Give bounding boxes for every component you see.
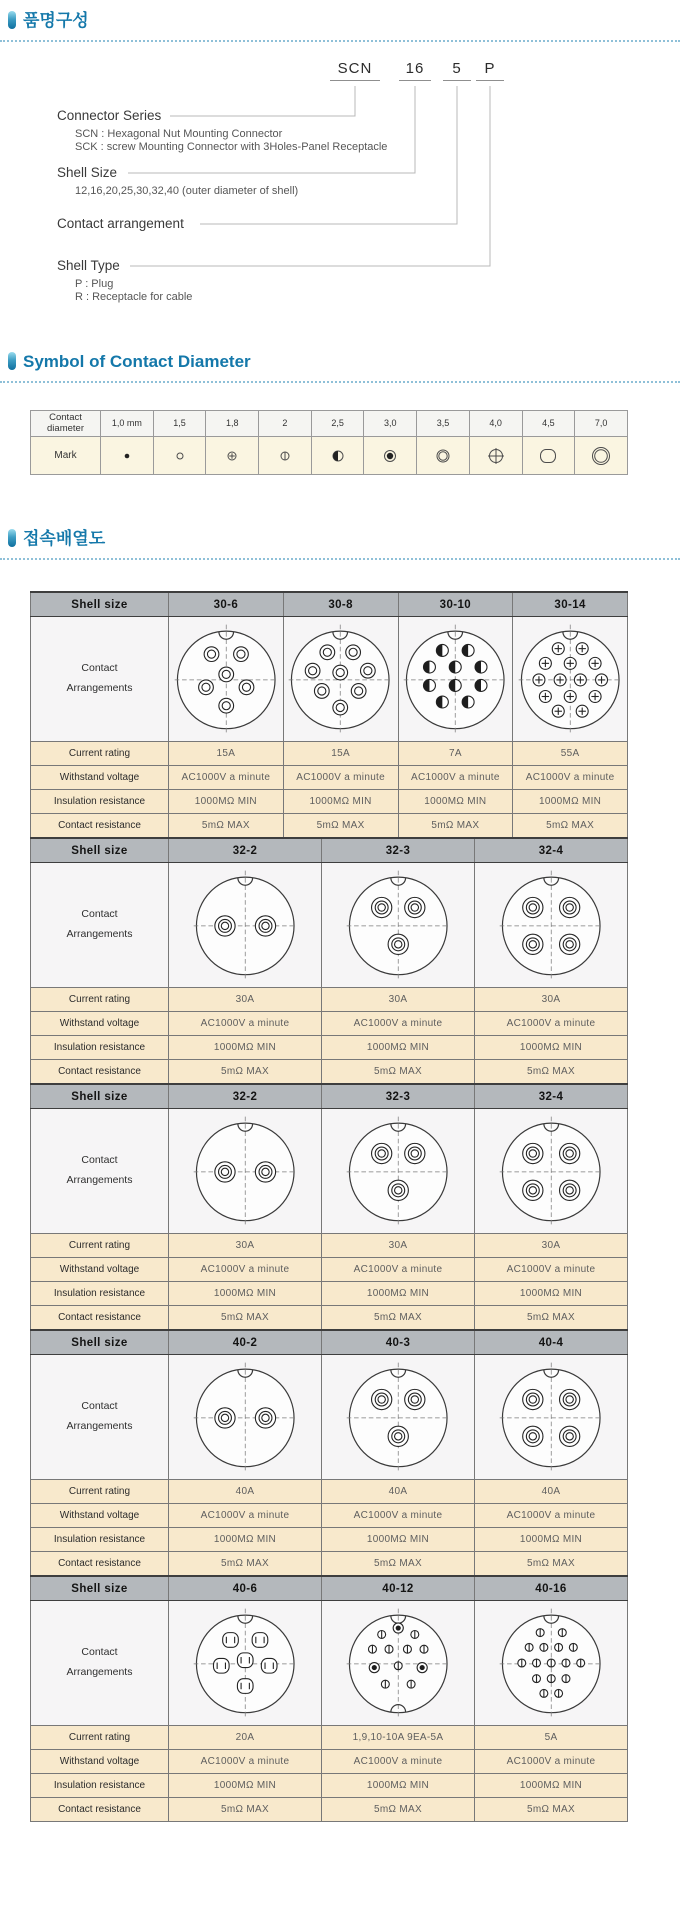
spec-label-current-rating: Current rating <box>31 1726 169 1750</box>
arrangement-diagram-cell <box>322 1109 475 1234</box>
spec-value-current-rating: 30A <box>169 1234 322 1258</box>
contact-arrangement-diagram <box>400 621 510 737</box>
label-shell-size-desc: 12,16,20,25,30,32,40 (outer diameter of shell) <box>75 185 299 197</box>
spec-label-current-rating: Current rating <box>31 988 169 1012</box>
spec-value-withstand-voltage: AC1000V a minute <box>322 1504 475 1528</box>
shell-size-value: 32-3 <box>322 838 475 863</box>
shell-size-value: 32-4 <box>475 1084 628 1109</box>
spec-value-contact-resistance: 5mΩ MAX <box>169 814 284 838</box>
spec-value-insulation-resistance: 1000MΩ MIN <box>322 1036 475 1060</box>
section-heading-arrangement <box>0 524 680 560</box>
section-title: 접속배열도 <box>23 529 106 548</box>
shell-size-value: 32-2 <box>169 838 322 863</box>
mark-flat-icon <box>533 443 563 469</box>
spec-label-contact-resistance: Contact resistance <box>31 1306 169 1330</box>
spec-value-insulation-resistance: 1000MΩ MIN <box>169 1036 322 1060</box>
mark-double-icon <box>428 443 458 469</box>
shell-size-value: 30-10 <box>398 592 513 617</box>
contact-arrangement-diagram <box>496 1359 606 1475</box>
mark-cell <box>364 437 417 475</box>
diameter-value-cell: 4,0 <box>469 411 522 437</box>
spec-value-contact-resistance: 5mΩ MAX <box>475 1798 628 1822</box>
page-title: 품명구성 <box>23 11 89 30</box>
spec-value-contact-resistance: 5mΩ MAX <box>322 1306 475 1330</box>
mark-cross-large-icon <box>481 443 511 469</box>
spec-label-current-rating: Current rating <box>31 1234 169 1258</box>
mark-bullseye-icon <box>375 443 405 469</box>
arrangement-diagram-cell <box>283 617 398 742</box>
shell-size-value: 40-2 <box>169 1330 322 1355</box>
mark-cell <box>311 437 364 475</box>
spec-value-insulation-resistance: 1000MΩ MIN <box>322 1528 475 1552</box>
shell-size-value: 40-3 <box>322 1330 475 1355</box>
arrangement-diagram-cell <box>475 1601 628 1726</box>
shell-size-header: Shell size <box>31 1084 169 1109</box>
shell-size-header: Shell size <box>31 1576 169 1601</box>
diameter-value-cell: 4,5 <box>522 411 575 437</box>
arrangement-section-table <box>30 591 628 838</box>
code-shell-size: 16 <box>399 60 431 81</box>
spec-value-insulation-resistance: 1000MΩ MIN <box>322 1282 475 1306</box>
arrangement-diagram-cell <box>322 1355 475 1480</box>
arrangement-diagram-cell <box>169 1601 322 1726</box>
arrangement-diagram-cell <box>475 863 628 988</box>
shell-size-value: 40-12 <box>322 1576 475 1601</box>
spec-value-contact-resistance: 5mΩ MAX <box>475 1060 628 1084</box>
spec-value-withstand-voltage: AC1000V a minute <box>169 766 284 790</box>
mark-cell <box>101 437 154 475</box>
spec-label-contact-resistance: Contact resistance <box>31 1552 169 1576</box>
spec-value-contact-resistance: 5mΩ MAX <box>322 1552 475 1576</box>
spec-value-current-rating: 30A <box>322 1234 475 1258</box>
spec-value-current-rating: 20A <box>169 1726 322 1750</box>
arrangement-section-table <box>30 1329 628 1576</box>
spec-value-current-rating: 30A <box>475 1234 628 1258</box>
contact-arrangement-diagram <box>285 621 395 737</box>
heading-bullet-icon <box>8 529 16 547</box>
contact-arrangement-diagram <box>515 621 625 737</box>
arrangement-label-cell: Contact Arrangements <box>31 1355 169 1480</box>
arrangement-label-cell: Contact Arrangements <box>31 1601 169 1726</box>
mark-cell <box>575 437 628 475</box>
shell-size-value: 32-3 <box>322 1084 475 1109</box>
spec-value-current-rating: 30A <box>169 988 322 1012</box>
spec-value-withstand-voltage: AC1000V a minute <box>322 1750 475 1774</box>
spec-label-withstand-voltage: Withstand voltage <box>31 1750 169 1774</box>
diameter-value-cell: 1,0 mm <box>101 411 154 437</box>
spec-label-insulation-resistance: Insulation resistance <box>31 1528 169 1552</box>
mark-cell <box>417 437 470 475</box>
spec-value-contact-resistance: 5mΩ MAX <box>169 1306 322 1330</box>
arrangement-diagram-cell <box>169 1109 322 1234</box>
spec-value-withstand-voltage: AC1000V a minute <box>513 766 628 790</box>
mark-vline-icon <box>270 443 300 469</box>
spec-value-insulation-resistance: 1000MΩ MIN <box>169 1528 322 1552</box>
spec-value-current-rating: 40A <box>322 1480 475 1504</box>
spec-label-current-rating: Current rating <box>31 742 169 766</box>
spec-value-withstand-voltage: AC1000V a minute <box>475 1750 628 1774</box>
contact-arrangement-diagram <box>343 1359 453 1475</box>
spec-value-insulation-resistance: 1000MΩ MIN <box>398 790 513 814</box>
arrangement-diagram-cell <box>169 617 284 742</box>
diameter-value-cell: 3,0 <box>364 411 417 437</box>
spec-value-insulation-resistance: 1000MΩ MIN <box>475 1036 628 1060</box>
mark-cell <box>522 437 575 475</box>
arrangement-section-table <box>30 1083 628 1330</box>
arrangement-section-table <box>30 1575 628 1822</box>
spec-label-insulation-resistance: Insulation resistance <box>31 1282 169 1306</box>
contact-arrangement-diagram <box>343 867 453 983</box>
heading-bullet-icon <box>8 11 16 29</box>
shell-size-value: 32-2 <box>169 1084 322 1109</box>
contact-arrangement-diagram <box>171 621 281 737</box>
contact-diameter-label: Contact diameter <box>31 411 101 437</box>
label-plug-desc: P : Plug <box>75 278 114 290</box>
diameter-value-cell: 1,5 <box>153 411 206 437</box>
arrangement-diagram-cell <box>322 863 475 988</box>
spec-label-withstand-voltage: Withstand voltage <box>31 766 169 790</box>
spec-value-insulation-resistance: 1000MΩ MIN <box>475 1528 628 1552</box>
contact-arrangement-diagram <box>496 867 606 983</box>
spec-value-insulation-resistance: 1000MΩ MIN <box>169 1774 322 1798</box>
spec-value-withstand-voltage: AC1000V a minute <box>169 1750 322 1774</box>
shell-size-value: 30-6 <box>169 592 284 617</box>
spec-value-current-rating: 1,9,10-10A 9EA-5A <box>322 1726 475 1750</box>
spec-value-contact-resistance: 5mΩ MAX <box>169 1552 322 1576</box>
spec-value-insulation-resistance: 1000MΩ MIN <box>169 790 284 814</box>
spec-label-insulation-resistance: Insulation resistance <box>31 1036 169 1060</box>
spec-value-withstand-voltage: AC1000V a minute <box>322 1012 475 1036</box>
shell-size-value: 40-6 <box>169 1576 322 1601</box>
contact-arrangement-diagram <box>496 1605 606 1721</box>
code-series: SCN <box>330 60 380 81</box>
spec-value-withstand-voltage: AC1000V a minute <box>169 1258 322 1282</box>
contact-arrangement-diagram <box>190 1113 300 1229</box>
spec-value-current-rating: 5A <box>475 1726 628 1750</box>
mark-cell <box>469 437 522 475</box>
spec-value-withstand-voltage: AC1000V a minute <box>475 1012 628 1036</box>
contact-arrangement-diagram <box>190 867 300 983</box>
mark-cell <box>259 437 312 475</box>
spec-value-current-rating: 40A <box>475 1480 628 1504</box>
spec-value-current-rating: 30A <box>322 988 475 1012</box>
label-connector-series: Connector Series <box>57 108 162 123</box>
contact-arrangement-diagram <box>343 1113 453 1229</box>
spec-value-contact-resistance: 5mΩ MAX <box>169 1060 322 1084</box>
spec-value-withstand-voltage: AC1000V a minute <box>475 1504 628 1528</box>
spec-label-current-rating: Current rating <box>31 1480 169 1504</box>
mark-circle-icon <box>165 443 195 469</box>
shell-size-header: Shell size <box>31 592 169 617</box>
arrangement-label-cell: Contact Arrangements <box>31 863 169 988</box>
spec-value-withstand-voltage: AC1000V a minute <box>398 766 513 790</box>
contact-arrangement-diagram <box>190 1605 300 1721</box>
contact-arrangement-diagram <box>343 1605 453 1721</box>
spec-label-contact-resistance: Contact resistance <box>31 1798 169 1822</box>
arrangement-diagram-cell <box>169 863 322 988</box>
heading-bullet-icon <box>8 352 16 370</box>
diameter-value-cell: 2,5 <box>311 411 364 437</box>
spec-label-withstand-voltage: Withstand voltage <box>31 1504 169 1528</box>
code-contact-arrangement: 5 <box>443 60 471 81</box>
shell-size-value: 40-4 <box>475 1330 628 1355</box>
code-shell-type: P <box>476 60 504 81</box>
spec-value-contact-resistance: 5mΩ MAX <box>475 1306 628 1330</box>
spec-value-insulation-resistance: 1000MΩ MIN <box>322 1774 475 1798</box>
shell-size-value: 40-16 <box>475 1576 628 1601</box>
spec-value-current-rating: 7A <box>398 742 513 766</box>
arrangement-spec-tables <box>30 592 628 1822</box>
label-scn-desc: SCN : Hexagonal Nut Mounting Connector <box>75 128 283 140</box>
mark-cell <box>153 437 206 475</box>
spec-label-contact-resistance: Contact resistance <box>31 814 169 838</box>
spec-value-current-rating: 40A <box>169 1480 322 1504</box>
arrangement-diagram-cell <box>322 1601 475 1726</box>
mark-cross-small-icon <box>217 443 247 469</box>
spec-value-withstand-voltage: AC1000V a minute <box>283 766 398 790</box>
spec-value-insulation-resistance: 1000MΩ MIN <box>475 1774 628 1798</box>
spec-value-withstand-voltage: AC1000V a minute <box>169 1012 322 1036</box>
contact-arrangement-diagram <box>190 1359 300 1475</box>
arrangement-diagram-cell <box>169 1355 322 1480</box>
section-heading-product-naming <box>0 6 680 42</box>
naming-connector-lines-icon <box>0 50 680 350</box>
diameter-value-cell: 7,0 <box>575 411 628 437</box>
mark-dot-icon <box>112 443 142 469</box>
shell-size-value: 32-4 <box>475 838 628 863</box>
shell-size-header: Shell size <box>31 1330 169 1355</box>
shell-size-value: 30-8 <box>283 592 398 617</box>
spec-label-insulation-resistance: Insulation resistance <box>31 790 169 814</box>
spec-value-contact-resistance: 5mΩ MAX <box>283 814 398 838</box>
section-title: Symbol of Contact Diameter <box>23 352 251 371</box>
arrangement-section-table <box>30 837 628 1084</box>
arrangement-label-cell: Contact Arrangements <box>31 617 169 742</box>
spec-value-insulation-resistance: 1000MΩ MIN <box>475 1282 628 1306</box>
mark-label: Mark <box>31 437 101 475</box>
spec-value-contact-resistance: 5mΩ MAX <box>322 1798 475 1822</box>
spec-value-current-rating: 55A <box>513 742 628 766</box>
spec-label-withstand-voltage: Withstand voltage <box>31 1258 169 1282</box>
label-shell-size: Shell Size <box>57 165 118 180</box>
diameter-value-cell: 2 <box>259 411 312 437</box>
spec-label-withstand-voltage: Withstand voltage <box>31 1012 169 1036</box>
spec-value-contact-resistance: 5mΩ MAX <box>398 814 513 838</box>
section-heading-contact-diameter <box>0 352 680 383</box>
diameter-value-cell: 3,5 <box>417 411 470 437</box>
label-contact-arrangement: Contact arrangement <box>57 216 184 231</box>
shell-size-value: 30-14 <box>513 592 628 617</box>
label-receptacle-desc: R : Receptacle for cable <box>75 291 193 303</box>
spec-value-withstand-voltage: AC1000V a minute <box>475 1258 628 1282</box>
spec-value-current-rating: 30A <box>475 988 628 1012</box>
arrangement-diagram-cell <box>475 1355 628 1480</box>
spec-value-withstand-voltage: AC1000V a minute <box>322 1258 475 1282</box>
spec-value-insulation-resistance: 1000MΩ MIN <box>283 790 398 814</box>
spec-value-contact-resistance: 5mΩ MAX <box>169 1798 322 1822</box>
spec-value-withstand-voltage: AC1000V a minute <box>169 1504 322 1528</box>
spec-value-current-rating: 15A <box>283 742 398 766</box>
arrangement-label-cell: Contact Arrangements <box>31 1109 169 1234</box>
spec-value-contact-resistance: 5mΩ MAX <box>322 1060 475 1084</box>
arrangement-diagram-cell <box>475 1109 628 1234</box>
arrangement-diagram-cell <box>398 617 513 742</box>
diameter-value-cell: 1,8 <box>206 411 259 437</box>
spec-value-current-rating: 15A <box>169 742 284 766</box>
contact-diameter-table <box>30 410 628 475</box>
mark-ring-large-icon <box>586 443 616 469</box>
spec-value-contact-resistance: 5mΩ MAX <box>475 1552 628 1576</box>
mark-half-icon <box>323 443 353 469</box>
shell-size-header: Shell size <box>31 838 169 863</box>
contact-arrangement-diagram <box>496 1113 606 1229</box>
label-sck-desc: SCK : screw Mounting Connector with 3Holes-Panel Receptacle <box>75 141 388 153</box>
spec-label-insulation-resistance: Insulation resistance <box>31 1774 169 1798</box>
mark-cell <box>206 437 259 475</box>
label-shell-type: Shell Type <box>57 258 120 273</box>
spec-value-insulation-resistance: 1000MΩ MIN <box>513 790 628 814</box>
spec-value-contact-resistance: 5mΩ MAX <box>513 814 628 838</box>
arrangement-diagram-cell <box>513 617 628 742</box>
spec-value-insulation-resistance: 1000MΩ MIN <box>169 1282 322 1306</box>
spec-label-contact-resistance: Contact resistance <box>31 1060 169 1084</box>
naming-diagram <box>0 50 680 350</box>
